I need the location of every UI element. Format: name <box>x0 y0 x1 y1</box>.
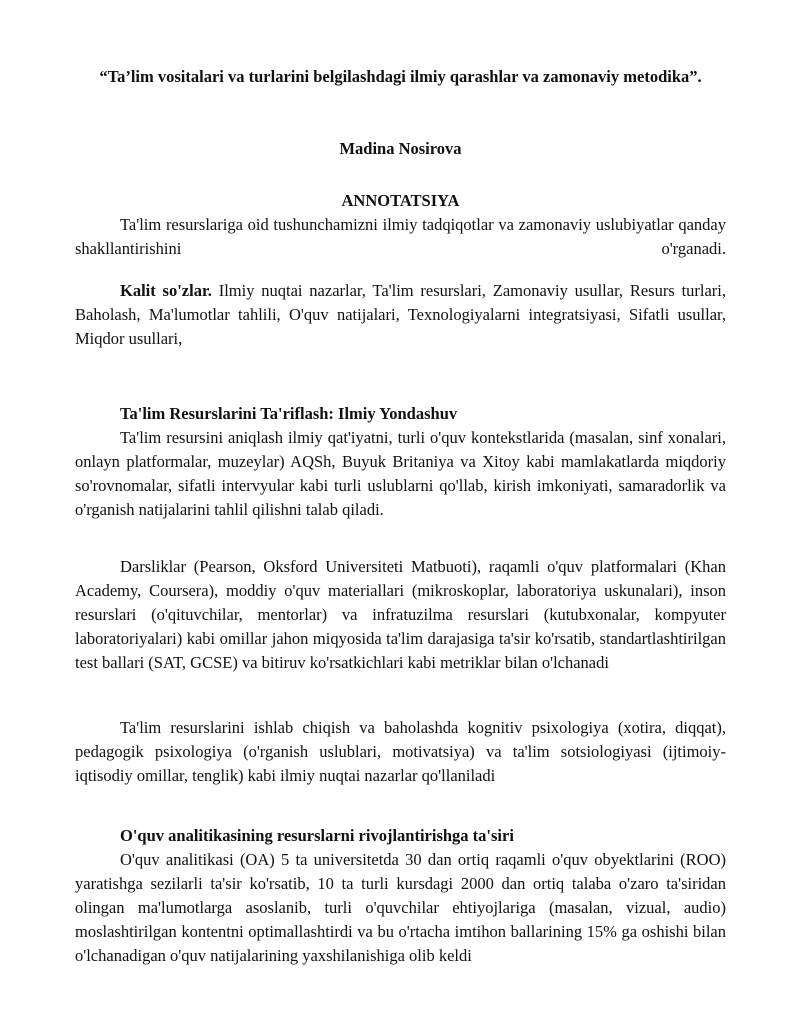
section1-paragraph-1: Ta'lim resursini aniqlash ilmiy qat'iyatni, turli o'quv kontekstlarida (masalan, sinf xonalari, onlayn platformalar, muzeylar) AQSh, Buyuk Britaniya va Xitoy kabi mamlakatlarda miqdoriy so'rovnomalar, sifatli intervyular kabi turli uslublarni qo'llab, kirish imkoniyati, samaradorlik va o'rganish natijalarini tahlil qilishni talab qiladi. <box>75 428 726 519</box>
author-name: Madina Nosirova <box>339 139 462 158</box>
keywords-label: Kalit so'zlar. <box>120 281 212 300</box>
annotation-text: Ta'lim resurslariga oid tushunchamizni ilmiy tadqiqotlar va zamonaviy uslubiyatlar qanday shakllantirishini o'rganadi. <box>75 215 726 258</box>
section1-paragraph-2: Darsliklar (Pearson, Oksford Universiteti Matbuoti), raqamli o'quv platformalari (Khan Academy, Coursera), moddiy o'quv materiallari (mikroskoplar, laboratoriya uskunalari), inson resurslari (o'qituvchilar, mentorlar) va infratuzilma resurslari (kutubxonalar, kompyuter laboratoriyalari) kabi omillar jahon miqyosida ta'lim darajasiga ta'sir ko'rsatib, standartlashtirilgan test ballari (SAT, GCSE) va bitiruv ko'rsatkichlari kabi metriklar bilan o'lchanadi <box>75 557 726 672</box>
keywords-text: Ilmiy nuqtai nazarlar, Ta'lim resurslari, Zamonaviy usullar, Resurs turlari, Baholash, Ma'lumotlar tahlili, O'quv natijalari, Texnologiyalarni integratsiyasi, Sifatli usullar, Miqdor usullari, <box>75 281 727 348</box>
section2-paragraph-1: O'quv analitikasi (OA) 5 ta universitetda 30 dan ortiq raqamli o'quv obyektlarini (ROO) yaratishga sezilarli ta'sir ko'rsatib, 10 ta turli kursdagi 2000 dan ortiq talaba o'zaro ta'siridan olingan ma'lumotlarga asoslanib, turli o'quvchilar ehtiyojlariga (masalan, vizual, audio) moslashtirilgan kontentni optimallashtirdi va bu o'rtacha imtihon ballarining 15% ga oshishi bilan o'lchanadigan o'quv natijalarining yaxshilanishiga olib keldi <box>75 850 726 965</box>
document-title: “Ta’lim vositalari va turlarini belgilashdagi ilmiy qarashlar va zamonaviy metodika”. <box>99 67 702 86</box>
annotation-heading: ANNOTATSIYA <box>341 191 460 210</box>
keywords-paragraph <box>75 279 726 351</box>
section1-heading: Ta'lim Resurslarini Ta'riflash: Ilmiy Yondashuv <box>120 404 458 423</box>
section1-paragraph-3: Ta'lim resurslarini ishlab chiqish va baholashda kognitiv psixologiya (xotira, diqqat), pedagogik psixologiya (o'rganish uslublari, motivatsiya) va ta'lim sotsiologiyasi (ijtimoiy-iqtisodiy omillar, tenglik) kabi ilmiy nuqtai nazarlar qo'llaniladi <box>75 718 726 785</box>
section2-heading: O'quv analitikasining resurslarni rivojlantirishga ta'siri <box>120 826 514 845</box>
